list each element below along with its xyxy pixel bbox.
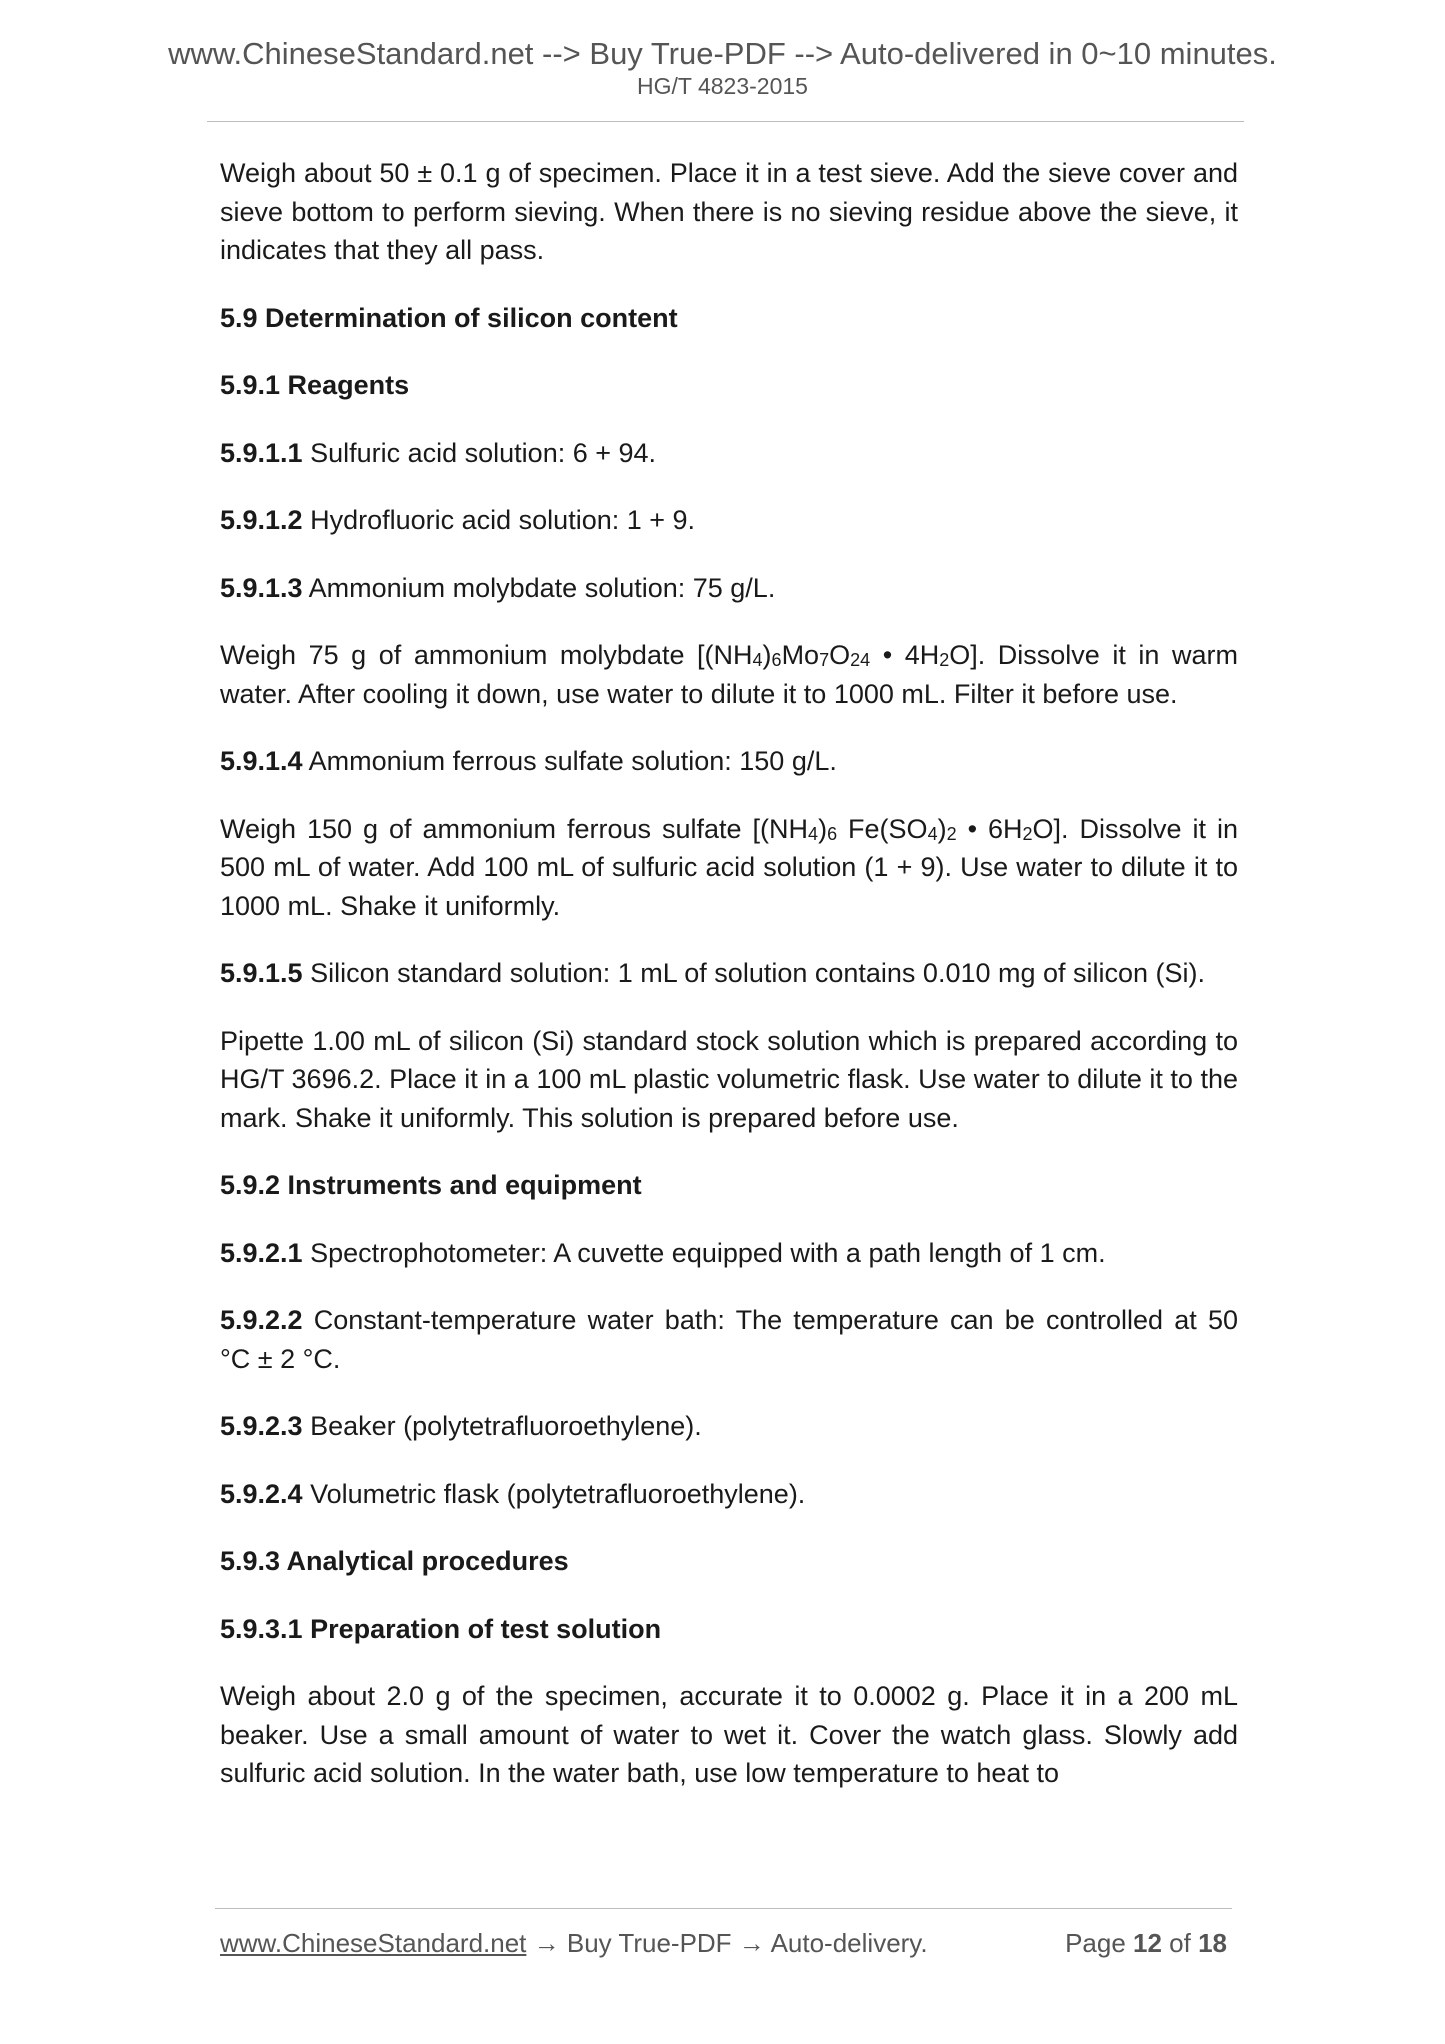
text-run: O <box>829 640 851 670</box>
footer-divider <box>215 1908 1232 1909</box>
clause-text: Volumetric flask (polytetrafluoroethylene). <box>302 1478 806 1509</box>
text-run: ) <box>818 813 828 844</box>
item-5-9-1-1 <box>220 434 1238 473</box>
text-run: • 6H <box>956 813 1023 844</box>
subscript: 4 <box>927 823 938 844</box>
item-5-9-1-5 <box>220 954 1238 993</box>
subscript: 6 <box>827 823 838 844</box>
item-5-9-2-2 <box>220 1301 1238 1378</box>
paragraph-pipette: Pipette 1.00 mL of silicon (Si) standard stock solution which is prepared according to HG/T 3696.2. Place it in a 100 mL plastic volumetric flask. Use water to dilute it to the mark. Shake it uniformly. This solution is prepared before use. <box>220 1025 1238 1133</box>
subscript: 2 <box>1022 823 1033 844</box>
paragraph-ferrous <box>220 810 1238 926</box>
text-run: ) <box>762 640 772 670</box>
heading-5-9-3-1: 5.9.3.1 Preparation of test solution <box>220 1613 662 1644</box>
clause-number: 5.9.2.4 <box>220 1478 303 1509</box>
clause-text: Sulfuric acid solution: 6 + 94. <box>302 437 657 468</box>
clause-text: Constant-temperature water bath: The temperature can be controlled at 50 °C ± 2 °C. <box>220 1305 1238 1374</box>
footer-tagline: → Buy True-PDF → Auto-delivery. <box>526 1928 928 1958</box>
subscript: 4 <box>752 650 763 670</box>
clause-number: 5.9.1.4 <box>220 746 303 776</box>
document-code: HG/T 4823-2015 <box>637 73 808 99</box>
item-5-9-2-4 <box>220 1475 1238 1514</box>
text-run: Weigh 75 g of ammonium molybdate [(NH <box>220 640 753 670</box>
of-label: of <box>1161 1928 1199 1958</box>
page-label: Page <box>1065 1928 1134 1958</box>
clause-number: 5.9.2.1 <box>220 1237 303 1268</box>
text-run: Mo <box>781 640 820 670</box>
item-5-9-2-3 <box>220 1407 1238 1446</box>
text-run: O]. Dissolve it in warm water. After cooling it down, use water to dilute it to 1000 mL. Filter it before use. <box>220 640 1238 709</box>
page-indicator <box>1065 1928 1227 1959</box>
subscript: 24 <box>850 650 871 670</box>
heading-5-9-2: 5.9.2 Instruments and equipment <box>220 1170 642 1200</box>
heading-5-9: 5.9 Determination of silicon content <box>220 302 678 333</box>
text-run: • 4H <box>870 640 940 670</box>
paragraph-molybdate <box>220 636 1238 713</box>
clause-text: Beaker (polytetrafluoroethylene). <box>302 1411 702 1441</box>
page-content <box>220 154 1238 1793</box>
text-run: ) <box>937 813 947 844</box>
clause-number: 5.9.1.1 <box>220 437 303 468</box>
item-5-9-1-4 <box>220 742 1238 781</box>
clause-number: 5.9.1.3 <box>220 572 303 603</box>
item-5-9-1-3 <box>220 569 1238 608</box>
footer-site-link[interactable]: www.ChineseStandard.net <box>220 1928 527 1958</box>
paragraph-test-solution: Weigh about 2.0 g of the specimen, accurate it to 0.0002 g. Place it in a 200 mL beaker. Use a small amount of water to wet it. Cover the watch glass. Slowly add sulfuric acid solution. In the water bath, use low temperature to heat to <box>220 1681 1238 1788</box>
subscript: 4 <box>808 823 819 844</box>
header-divider <box>207 121 1244 122</box>
clause-number: 5.9.2.2 <box>220 1305 303 1335</box>
clause-text: Silicon standard solution: 1 mL of solution contains 0.010 mg of silicon (Si). <box>302 958 1206 988</box>
clause-text: Spectrophotometer: A cuvette equipped with a path length of 1 cm. <box>302 1237 1106 1268</box>
subscript: 7 <box>819 650 830 670</box>
text-run: Weigh 150 g of ammonium ferrous sulfate [(NH <box>220 813 809 844</box>
heading-5-9-3: 5.9.3 Analytical procedures <box>220 1546 569 1576</box>
heading-5-9-1: 5.9.1 Reagents <box>220 370 410 400</box>
clause-text: Hydrofluoric acid solution: 1 + 9. <box>302 505 696 535</box>
clause-number: 5.9.1.5 <box>220 958 303 988</box>
item-5-9-1-2 <box>220 501 1238 540</box>
subscript: 2 <box>939 650 950 670</box>
subscript: 6 <box>771 650 782 670</box>
clause-number: 5.9.1.2 <box>220 505 303 535</box>
text-run: Fe(SO <box>837 813 928 844</box>
subscript: 2 <box>946 823 957 844</box>
total-pages-number: 18 <box>1198 1928 1227 1958</box>
item-5-9-2-1 <box>220 1234 1238 1273</box>
text-run: O]. Dissolve it in 500 mL of water. Add 100 mL of sulfuric acid solution (1 + 9). Use water to dilute it to 1000 mL. Shake it uniformly. <box>220 813 1238 921</box>
clause-text: Ammonium molybdate solution: 75 g/L. <box>302 572 776 603</box>
current-page-number: 12 <box>1133 1928 1162 1958</box>
top-banner: www.ChineseStandard.net --> Buy True-PDF --> Auto-delivered in 0~10 minutes. <box>168 36 1277 71</box>
paragraph-sieving: Weigh about 50 ± 0.1 g of specimen. Place it in a test sieve. Add the sieve cover and sieve bottom to perform sieving. When there is no sieving residue above the sieve, it indicates that they all pass. <box>220 158 1238 265</box>
clause-text: Ammonium ferrous sulfate solution: 150 g/L. <box>302 746 837 776</box>
footer-promo <box>220 1928 928 1959</box>
clause-number: 5.9.2.3 <box>220 1411 303 1441</box>
